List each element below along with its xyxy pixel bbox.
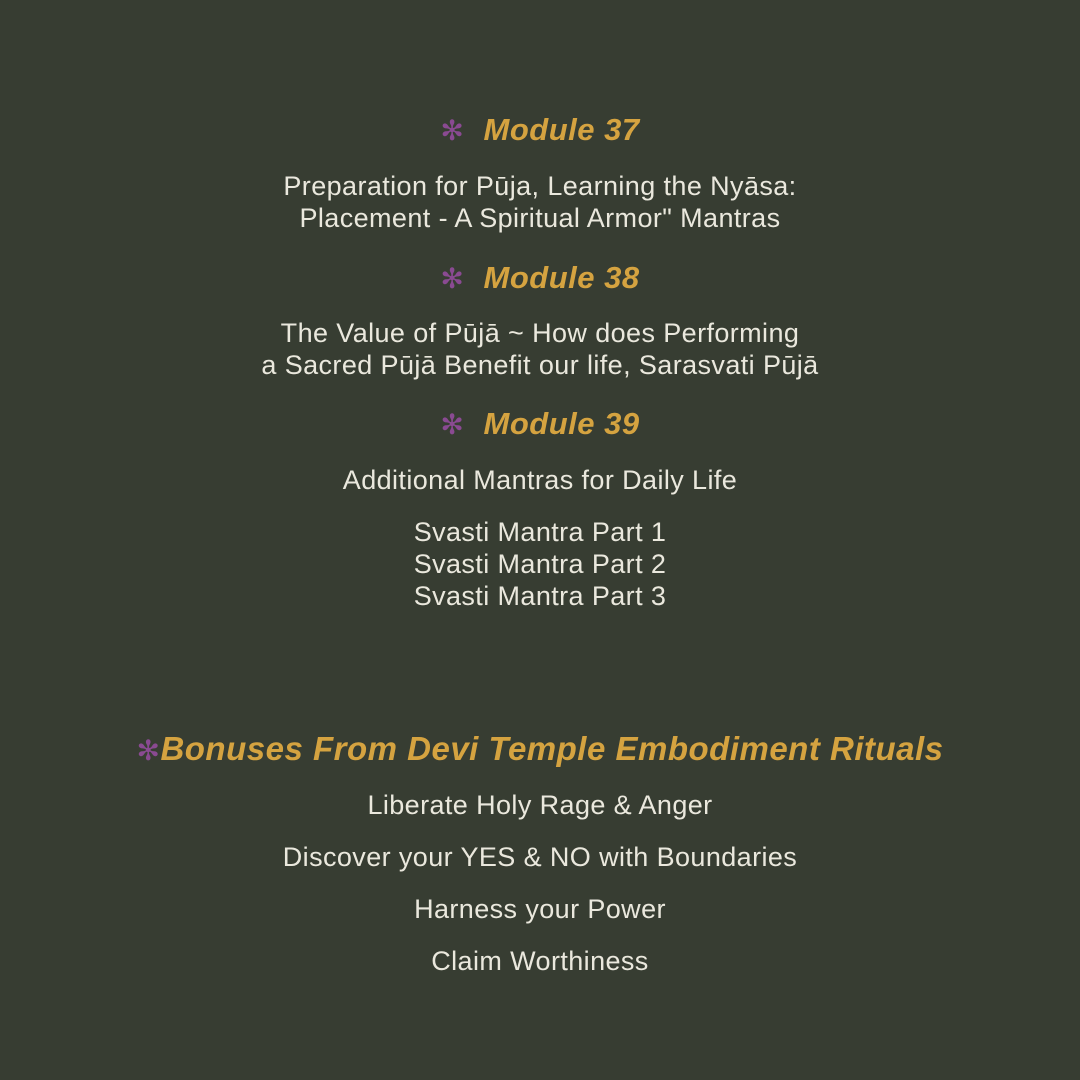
module-38-line-1: The Value of Pūjā ~ How does Performing [280,318,800,348]
module-38-description [261,317,818,381]
module-38-title-label: Module 38 [483,260,640,295]
module-37-line-1: Preparation for Pūja, Learning the Nyāsa: [283,171,797,201]
flower-asterisk-icon: ✻ [136,734,161,767]
module-37-line-2: Placement - A Spiritual Armor" Mantras [299,203,781,233]
module-39-intro: Additional Mantras for Daily Life [342,465,738,495]
module-38-line-2: a Sacred Pūjā Benefit our life, Sarasvati Pūjā [261,350,819,380]
svasti-mantra-part-1: Svasti Mantra Part 1 [413,517,667,547]
module-37-title [440,108,639,153]
bonuses-title [136,727,943,773]
bonuses-list [283,789,797,997]
svasti-mantra-part-2: Svasti Mantra Part 2 [413,549,667,579]
svasti-mantra-part-3: Svasti Mantra Part 3 [413,581,667,611]
bonus-item-discover-yes-no: Discover your YES & NO with Boundaries [282,842,798,872]
bonus-item-claim-worthiness: Claim Worthiness [431,946,649,976]
module-38-title [440,256,639,301]
flower-asterisk-icon: ✻ [440,408,465,441]
flower-asterisk-icon: ✻ [440,114,465,147]
bonus-item-liberate-holy-rage: Liberate Holy Rage & Anger [367,790,713,820]
module-39-title-label: Module 39 [483,406,640,441]
bonus-item-harness-power: Harness your Power [414,894,666,924]
module-37-description [283,170,796,234]
module-37-title-label: Module 37 [483,112,640,147]
module-39-sub-list [414,516,667,612]
module-39-title [440,402,639,447]
bonuses-title-label: Bonuses From Devi Temple Embodiment Rituals [160,730,944,767]
flower-asterisk-icon: ✻ [440,262,465,295]
